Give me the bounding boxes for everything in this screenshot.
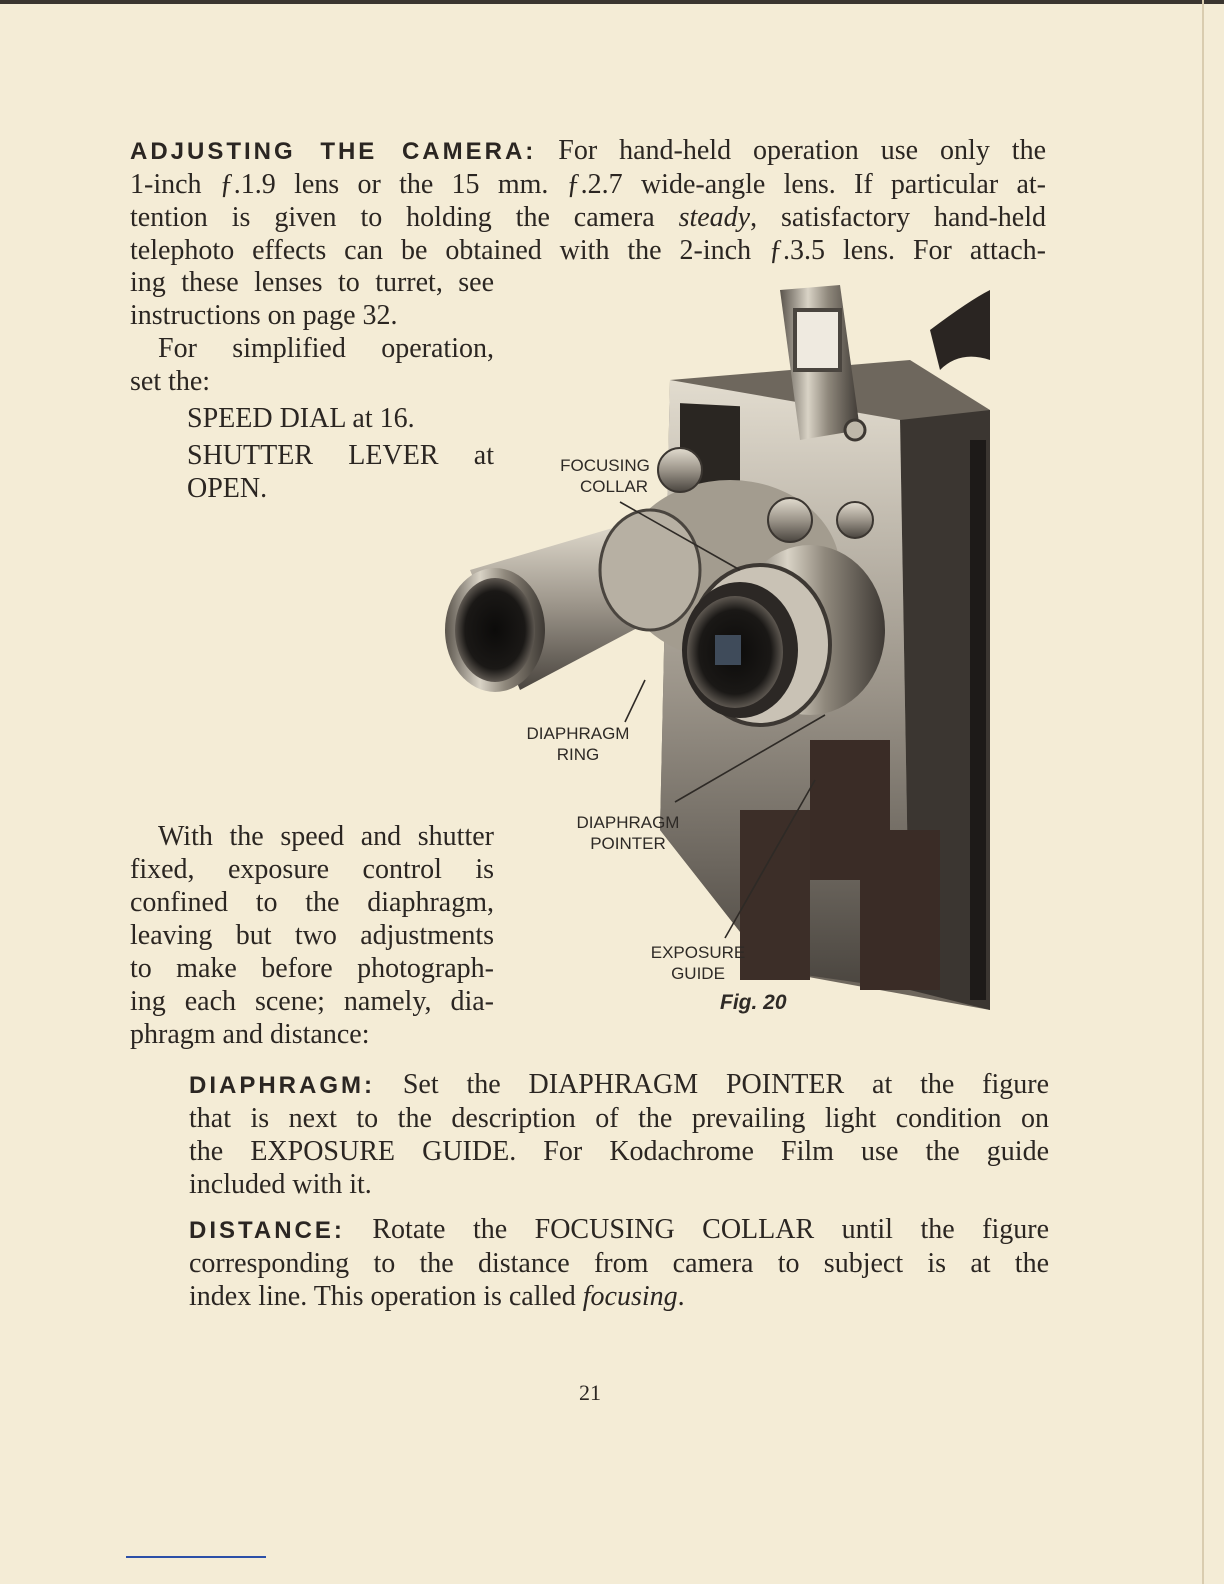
shutter-lever-setting: SHUTTER LEVER at — [187, 440, 494, 471]
diaphragm-line-2: that is next to the description of the prevailing light condition on — [189, 1103, 1049, 1134]
figure-caption: Fig. 20 — [720, 991, 787, 1014]
adjusting-heading: ADJUSTING THE CAMERA: — [130, 138, 537, 165]
diaphragm-line-1: DIAPHRAGM: Set the DIAPHRAGM POINTER at the figure — [189, 1069, 1049, 1100]
emphasis-focusing: focusing — [582, 1281, 678, 1312]
adjusting-line-5: ing these lenses to turret, see — [130, 267, 494, 298]
diaphragm-line-3: the EXPOSURE GUIDE. For Kodachrome Film use the guide — [189, 1136, 1049, 1167]
adjusting-line-4: telephoto effects can be obtained with the 2-inch ƒ.3.5 lens. For attach- — [130, 235, 1046, 266]
page-right-edge — [1202, 0, 1204, 1584]
simplified-line-1: For simplified operation, — [158, 333, 494, 364]
simplified-line-2: set the: — [130, 366, 211, 397]
callout-exposure-guide: EXPOSURE GUIDE — [650, 943, 746, 983]
bottom-rule — [126, 1556, 266, 1558]
exposure-line-2: fixed, exposure control is — [130, 854, 494, 885]
callout-diaphragm-ring: DIAPHRAGM RING — [526, 724, 630, 764]
adjusting-line-1: ADJUSTING THE CAMERA: For hand-held operation use only the — [130, 135, 1046, 166]
adjusting-line-6: instructions on page 32. — [130, 300, 398, 331]
distance-heading: DISTANCE: — [189, 1217, 345, 1244]
adjusting-line-3: tention is given to holding the camera steady, satisfactory hand-held — [130, 202, 1046, 233]
diaphragm-heading: DIAPHRAGM: — [189, 1072, 375, 1099]
speed-dial-setting: SPEED DIAL at 16. — [187, 403, 415, 434]
page-number: 21 — [579, 1380, 601, 1405]
adjusting-paragraph — [130, 134, 1046, 267]
exposure-line-6: ing each scene; namely, dia- — [130, 986, 494, 1017]
diaphragm-line-4: included with it. — [189, 1169, 372, 1200]
adjusting-line-2: 1-inch ƒ.1.9 lens or the 15 mm. ƒ.2.7 wide-angle lens. If particular at- — [130, 169, 1046, 200]
callout-diaphragm-pointer: DIAPHRAGM POINTER — [576, 813, 680, 853]
exposure-line-4: leaving but two adjustments — [130, 920, 494, 951]
distance-line-3: index line. This operation is called focusing. — [189, 1281, 685, 1312]
page-top-edge — [0, 0, 1224, 4]
exposure-line-5: to make before photograph- — [130, 953, 494, 984]
distance-paragraph — [189, 1213, 1049, 1313]
camera-photo-figure — [430, 270, 1010, 1050]
emphasis-steady: steady — [678, 202, 751, 233]
diaphragm-paragraph — [189, 1068, 1049, 1201]
exposure-line-3: confined to the diaphragm, — [130, 887, 494, 918]
distance-line-2: corresponding to the distance from camera to subject is at the — [189, 1248, 1049, 1279]
distance-line-1: DISTANCE: Rotate the FOCUSING COLLAR until the figure — [189, 1214, 1049, 1245]
shutter-lever-setting-cont: OPEN. — [187, 473, 268, 504]
exposure-line-1: With the speed and shutter — [158, 821, 494, 852]
exposure-line-7: phragm and distance: — [130, 1019, 370, 1050]
telephoto-lens — [445, 510, 700, 692]
callout-focusing-collar: FOCUSING COLLAR — [560, 456, 650, 496]
